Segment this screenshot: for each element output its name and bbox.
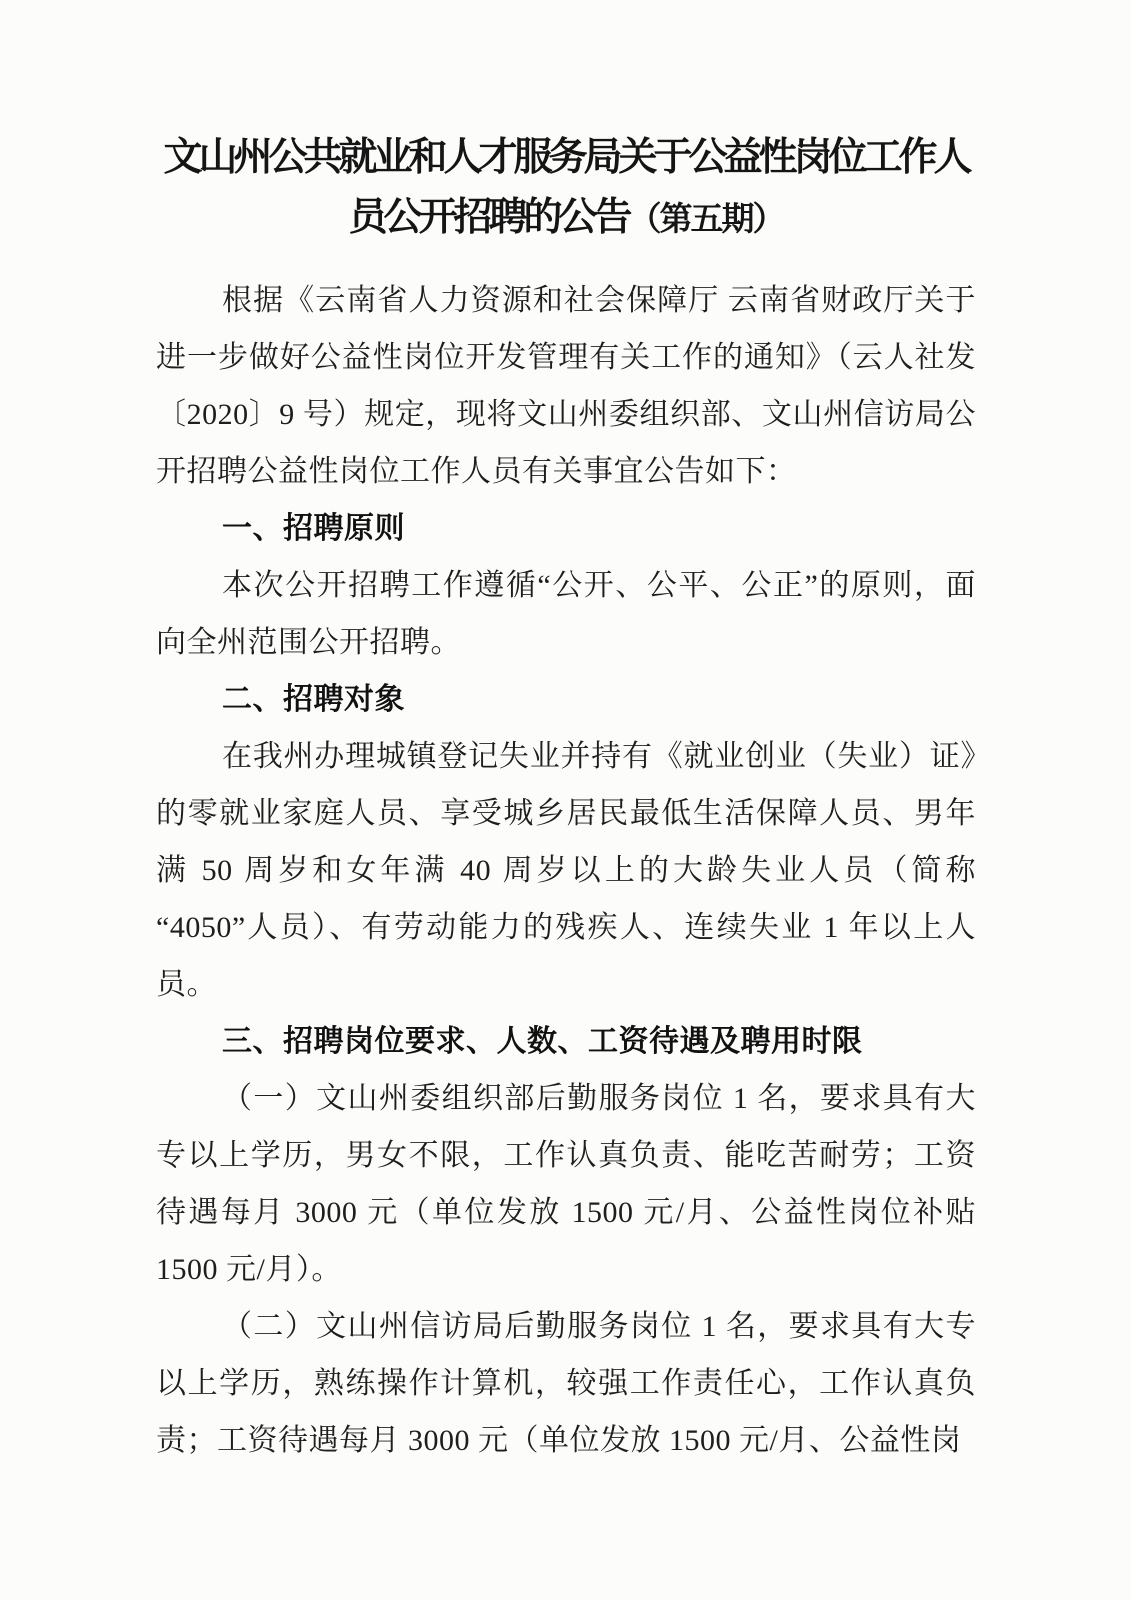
title-line-1: 文山州公共就业和人才服务局关于公益性岗位工作人 [163, 136, 969, 179]
section-3-item-1: （一）文山州委组织部后勤服务岗位 1 名，要求具有大专以上学历，男女不限，工作认真负责、能吃苦耐劳；工资待遇每月 3000 元（单位发放 1500 元/月、公益性岗位补贴 1500 元/月）。 [156, 1082, 976, 1286]
document-title [156, 128, 976, 250]
section-1-heading: 一、招聘原则 [222, 512, 405, 545]
section-3-item-2: （二）文山州信访局后勤服务岗位 1 名，要求具有大专以上学历，熟练操作计算机，较强工作责任心，工作认真负责；工资待遇每月 3000 元（单位发放 1500 元/月、公益性岗 [156, 1310, 976, 1457]
section-3-heading: 三、招聘岗位要求、人数、工资待遇及聘用时限 [222, 1025, 863, 1058]
intro-paragraph: 根据《云南省人力资源和社会保障厅 云南省财政厅关于进一步做好公益性岗位开发管理有关工作的通知》（云人社发〔2020〕9 号）规定，现将文山州委组织部、文山州信访局公开招聘公益性岗位工作人员有关事宜公告如下： [156, 284, 976, 488]
section-2-body: 在我州办理城镇登记失业并持有《就业创业（失业）证》的零就业家庭人员、享受城乡居民最低生活保障人员、男年满 50 周岁和女年满 40 周岁以上的大龄失业人员（简称“4050”人员）、有劳动能力的残疾人、连续失业 1 年以上人员。 [156, 740, 976, 1001]
title-line-2: 员公开招聘的公告 [348, 196, 629, 239]
title-issue-number: （第五期） [628, 202, 784, 238]
section-2-heading: 二、招聘对象 [222, 683, 405, 716]
document-content [156, 128, 976, 1469]
section-1-body: 本次公开招聘工作遵循“公开、公平、公正”的原则，面向全州范围公开招聘。 [156, 569, 976, 659]
